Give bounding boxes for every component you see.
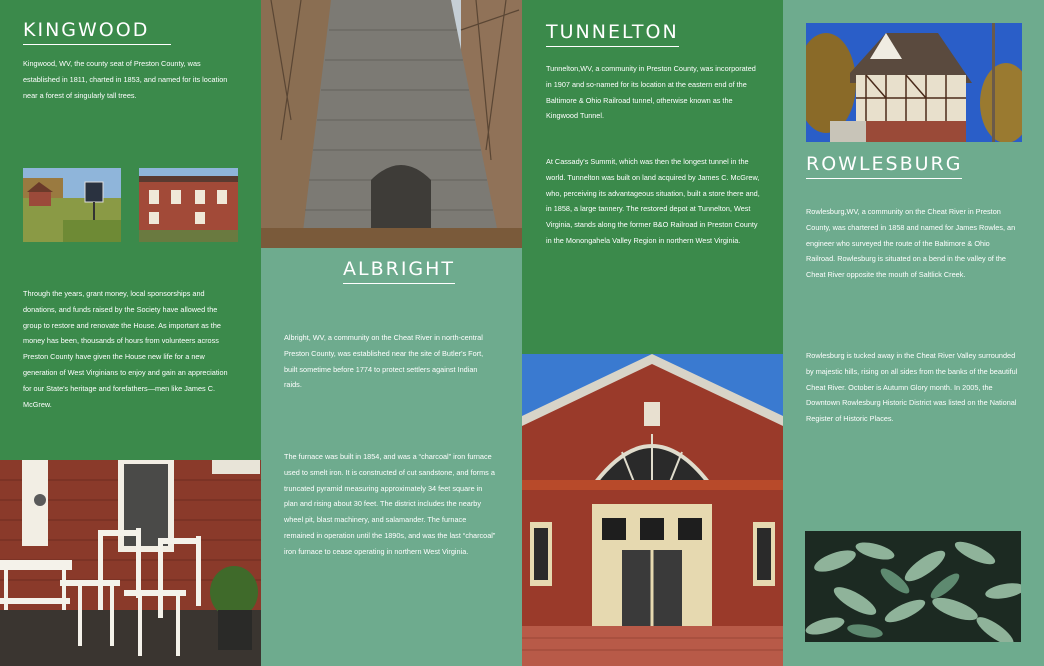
kingwood-heading: KINGWOOD bbox=[23, 19, 171, 45]
kingwood-body-text: Through the years, grant money, local sponsorships and donations, and funds raised by the Society have allowed the group to restore and renovate the House. As important as the money has been, thousands of hours from volunteers across Preston County have given the House new life for a new generation of West Virginians to enjoy and gain an appreciation for our State's heritage and forefathers—men like James C. McGrew. bbox=[23, 289, 228, 409]
albright-heading: ALBRIGHT bbox=[343, 258, 455, 284]
rowlesburg-tudor-house-photo bbox=[806, 23, 1022, 142]
kingwood-house-marker-photo bbox=[23, 168, 121, 242]
kingwood-intro-text: Kingwood, WV, the county seat of Preston County, was established in 1811, charted in 1853, and named for its location near a forest of singularly tall trees. bbox=[23, 59, 228, 100]
rowlesburg-body-text: Rowlesburg is tucked away in the Cheat River Valley surrounded by majestic hills, rising on all sides from the banks of the beautiful Cheat River. October is Autumn Glory month. In 2005, the Downtown Rowlesburg Historic District was listed on the National Register of Historic Places. bbox=[806, 351, 1018, 424]
tunnelton-heading: TUNNELTON bbox=[546, 21, 679, 47]
rowlesburg-panel bbox=[783, 0, 1044, 666]
iron-furnace-photo bbox=[261, 0, 522, 248]
rowlesburg-heading: ROWLESBURG bbox=[806, 153, 962, 179]
kingwood-mcgrew-house-photo bbox=[139, 168, 238, 242]
tunnelton-body-text: At Cassady's Summit, which was then the longest tunnel in the world. Tunnelton was built on land acquired by James C. McGrew, who, perceiving its advantageous situation, built a store there and, in 1858, a large tannery. The restored depot at Tunnelton, West Virginia, stands along the former B&O Railroad in Preston County in the Monongahela Valley Region in northern West Virginia. bbox=[546, 157, 760, 245]
albright-intro-text: Albright, WV, a community on the Cheat River in north-central Preston County, was established near the site of Butler's Fort, built sometime before 1774 to protect settlers against Indian raids. bbox=[284, 333, 484, 390]
rowlesburg-intro-text: Rowlesburg,WV, a community on the Cheat River in Preston County, was chartered in 1858 and named for James Rowles, an engineer who surveyed the route of the Baltimore & Ohio Railroad. Rowlesburg is situated on a bend in the valley of the Cheat River opposite the mouth of Saltlick Creek. bbox=[806, 207, 1016, 280]
porch-rocking-chairs-photo bbox=[0, 460, 261, 666]
tunnelton-intro-text: Tunnelton,WV, a community in Preston County, was incorporated in 1907 and so-named for its location at the eastern end of the Baltimore & Ohio Railroad tunnel, otherwise known as the Kingwood Tunnel. bbox=[546, 64, 756, 121]
rhododendron-leaves-photo bbox=[805, 531, 1021, 642]
albright-panel bbox=[261, 0, 522, 666]
tunnelton-panel bbox=[522, 0, 783, 666]
kingwood-panel bbox=[0, 0, 261, 666]
tunnelton-depot-photo bbox=[522, 354, 783, 666]
albright-body-text: The furnace was built in 1854, and was a “charcoal” iron furnace used to smelt iron. It is constructed of cut sandstone, and forms a truncated pyramid measuring approximately 34 feet square in plan and rising about 30 feet. The district includes the nearby wheel pit, blast machinery, and salamander. The furnace remained in operation until the 1890s, and was the last “charcoal” iron furnace to cease operating in northern West Virginia. bbox=[284, 452, 496, 556]
